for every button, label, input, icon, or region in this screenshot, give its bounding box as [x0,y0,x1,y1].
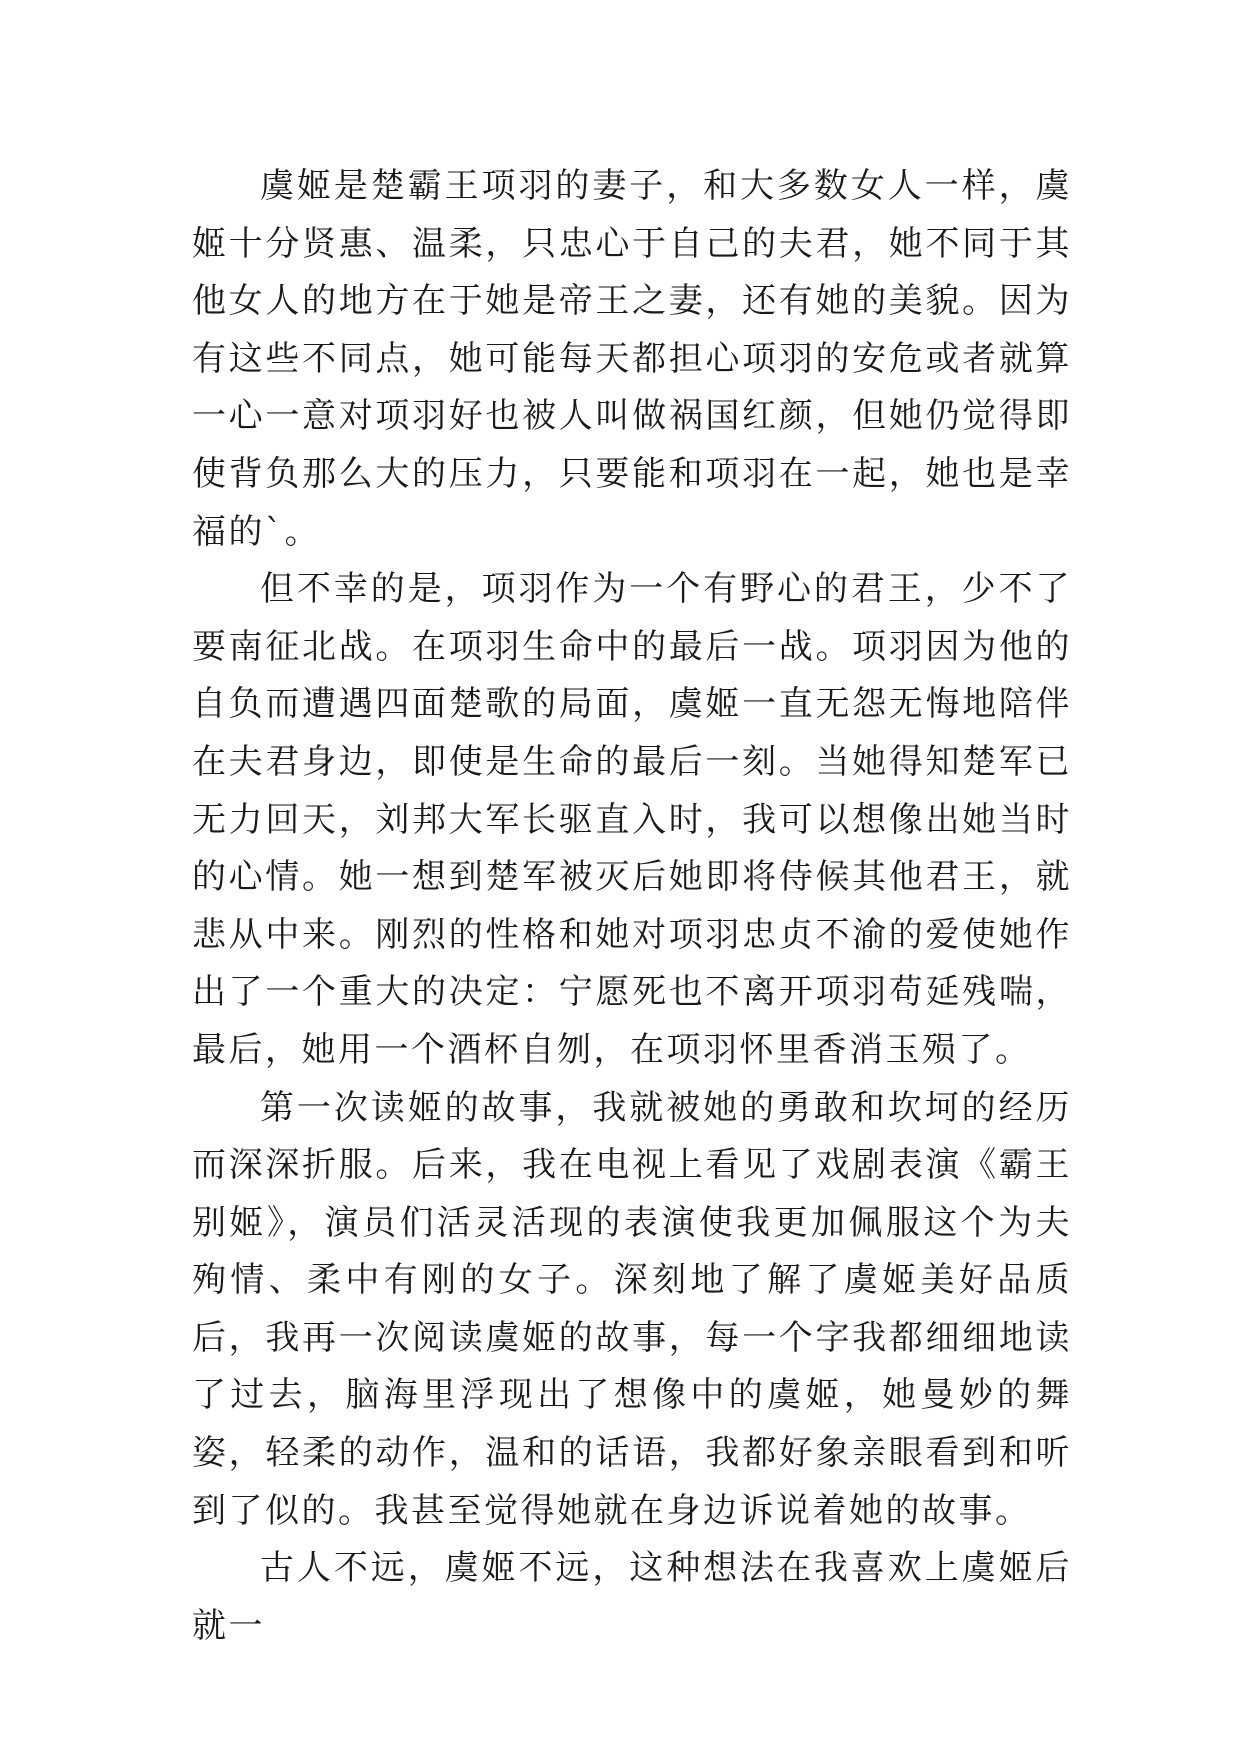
paragraph-2: 但不幸的是，项羽作为一个有野心的君王，少不了要南征北战。在项羽生命中的最后一战。项羽因为他的自负而遭遇四面楚歌的局面，虞姬一直无怨无悔地陪伴在夫君身边，即使是生命的最后一刻。当她得知楚军已无力回天，刘邦大军长驱直入时，我可以想像出她当时的心情。她一想到楚军被灭后她即将侍候其他君王，就悲从中来。刚烈的性格和她对项羽忠贞不渝的爱使她作出了一个重大的决定：宁愿死也不离开项羽苟延残喘，最后，她用一个酒杯自刎，在项羽怀里香消玉殒了。 [192,569,1072,1070]
paragraph-3: 第一次读姬的故事，我就被她的勇敢和坎坷的经历而深深折服。后来，我在电视上看见了戏剧表演《霸王别姬》，演员们活灵活现的表演使我更加佩服这个为夫殉情、柔中有刚的女子。深刻地了解了虞姬美好品质后，我再一次阅读虞姬的故事，每一个字我都细细地读了过去，脑海里浮现出了想像中的虞姬，她曼妙的舞姿，轻柔的动作，温和的话语，我都好象亲眼看到和听到了似的。我甚至觉得她就在身边诉说着她的故事。 [192,1087,1072,1531]
paragraph-4: 古人不远，虞姬不远，这种想法在我喜欢上虞姬后就一 [192,1548,1072,1646]
essay-body [192,158,1072,1655]
paragraph-1: 虞姬是楚霸王项羽的妻子，和大多数女人一样，虞姬十分贤惠、温柔，只忠心于自己的夫君，她不同于其他女人的地方在于她是帝王之妻，还有她的美貌。因为有这些不同点，她可能每天都担心项羽的安危或者就算一心一意对项羽好也被人叫做祸国红颜，但她仍觉得即使背负那么大的压力，只要能和项羽在一起，她也是幸福的`。 [192,166,1072,552]
